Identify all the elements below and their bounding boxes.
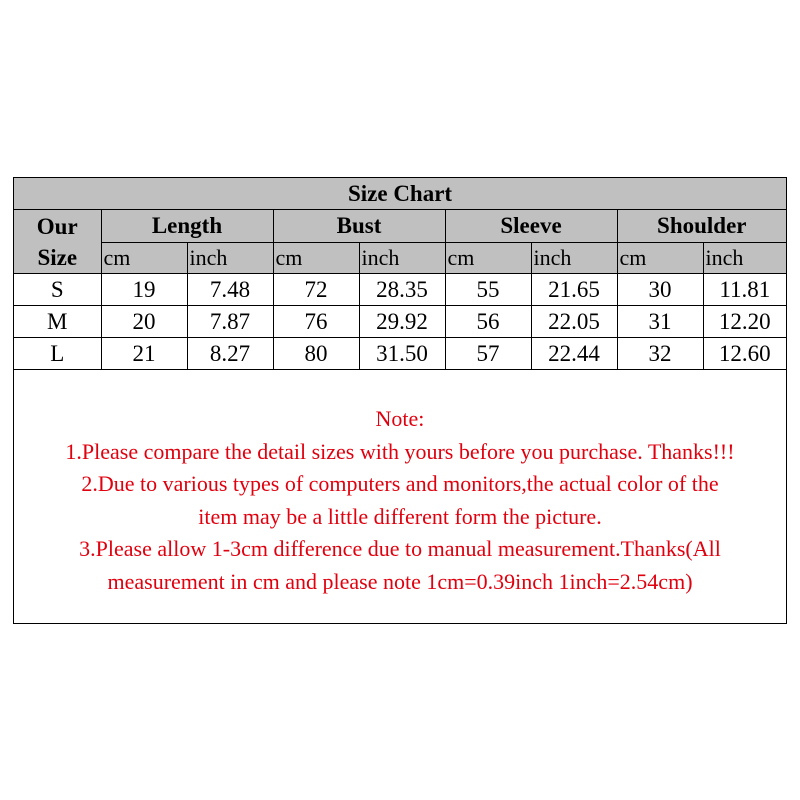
table-cell: 80 bbox=[273, 338, 359, 370]
note-heading: Note: bbox=[375, 406, 425, 431]
note-line-4: 3.Please allow 1-3cm difference due to manual measurement.Thanks(All bbox=[79, 536, 721, 561]
table-cell: 56 bbox=[445, 306, 531, 338]
group-length: Length bbox=[101, 210, 273, 243]
size-chart bbox=[13, 177, 787, 624]
table-cell: 20 bbox=[101, 306, 187, 338]
table-row-m bbox=[14, 306, 786, 338]
table-cell: 21.65 bbox=[531, 274, 617, 306]
group-bust: Bust bbox=[273, 210, 445, 243]
table-row-s bbox=[14, 274, 786, 306]
unit-length-cm: cm bbox=[101, 243, 187, 274]
unit-bust-cm: cm bbox=[273, 243, 359, 274]
table-row-l bbox=[14, 338, 786, 370]
unit-length-inch: inch bbox=[187, 243, 273, 274]
chart-title: Size Chart bbox=[14, 178, 786, 210]
table-cell: 30 bbox=[617, 274, 703, 306]
size-label: L bbox=[14, 338, 101, 370]
table-cell: 12.20 bbox=[703, 306, 786, 338]
table-cell: 7.48 bbox=[187, 274, 273, 306]
table-cell: 21 bbox=[101, 338, 187, 370]
note-line-1: 1.Please compare the detail sizes with yours before you purchase. Thanks!!! bbox=[65, 438, 735, 464]
table-cell: 72 bbox=[273, 274, 359, 306]
table-cell: 28.35 bbox=[359, 274, 445, 306]
size-label: M bbox=[14, 306, 101, 338]
our-size-header bbox=[14, 210, 101, 274]
size-table bbox=[14, 178, 786, 370]
table-cell: 7.87 bbox=[187, 306, 273, 338]
note-line-5: measurement in cm and please note 1cm=0.39inch 1inch=2.54cm) bbox=[107, 568, 693, 594]
note-line-3: item may be a little different form the picture. bbox=[198, 503, 602, 529]
unit-bust-inch: inch bbox=[359, 243, 445, 274]
unit-header-row bbox=[14, 243, 786, 274]
table-cell: 8.27 bbox=[187, 338, 273, 370]
table-cell: 31 bbox=[617, 306, 703, 338]
table-cell: 31.50 bbox=[359, 338, 445, 370]
table-cell: 11.81 bbox=[703, 274, 786, 306]
table-cell: 19 bbox=[101, 274, 187, 306]
our-size-line-2: Size bbox=[37, 244, 78, 270]
group-shoulder: Shoulder bbox=[617, 210, 786, 243]
group-sleeve: Sleeve bbox=[445, 210, 617, 243]
note-line-2: 2.Due to various types of computers and monitors,the actual color of the bbox=[81, 471, 719, 496]
size-label: S bbox=[14, 274, 101, 306]
table-cell: 55 bbox=[445, 274, 531, 306]
title-row bbox=[14, 178, 786, 210]
table-cell: 22.44 bbox=[531, 338, 617, 370]
table-cell: 57 bbox=[445, 338, 531, 370]
table-cell: 32 bbox=[617, 338, 703, 370]
table-cell: 29.92 bbox=[359, 306, 445, 338]
unit-shoulder-cm: cm bbox=[617, 243, 703, 274]
group-header-row bbox=[14, 210, 786, 243]
table-cell: 76 bbox=[273, 306, 359, 338]
table-cell: 12.60 bbox=[703, 338, 786, 370]
table-cell: 22.05 bbox=[531, 306, 617, 338]
unit-shoulder-inch: inch bbox=[703, 243, 786, 274]
our-size-line-1: Our bbox=[36, 213, 78, 239]
notes-section bbox=[14, 378, 786, 598]
unit-sleeve-cm: cm bbox=[445, 243, 531, 274]
unit-sleeve-inch: inch bbox=[531, 243, 617, 274]
